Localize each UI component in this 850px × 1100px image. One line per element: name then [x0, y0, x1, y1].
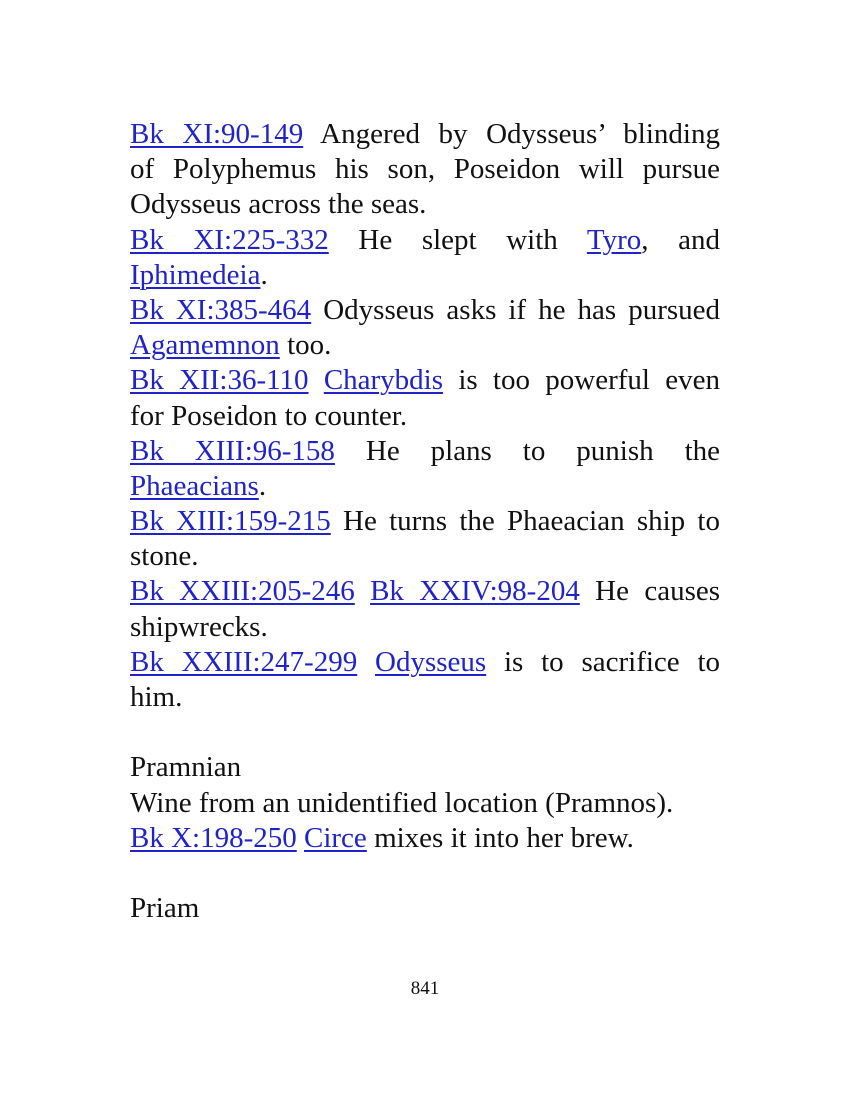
- reference-link[interactable]: Bk XI:385-464: [130, 293, 312, 326]
- entry-line: [130, 645, 720, 680]
- entry-line: [130, 821, 720, 856]
- index-heading: [130, 750, 720, 785]
- entry-text: stone.: [130, 540, 199, 573]
- heading-text: Priam: [130, 892, 200, 925]
- entry-text: .: [260, 258, 268, 291]
- reference-link[interactable]: Bk XXIII:247-299: [130, 645, 358, 678]
- entry-line: [130, 574, 720, 609]
- entry-line: [130, 223, 720, 258]
- iphimedeia-link[interactable]: Iphimedeia: [130, 258, 261, 291]
- spacer: [130, 715, 720, 750]
- entry-text: He plans to punish the: [365, 434, 721, 467]
- entry-line: [130, 786, 720, 821]
- index-content: [130, 117, 720, 926]
- index-heading: [130, 891, 720, 926]
- entry-text: too.: [287, 329, 332, 362]
- entry-text: He causes: [595, 575, 721, 608]
- entry-text: is to sacrifice to: [503, 645, 721, 678]
- entry-text: shipwrecks.: [130, 610, 268, 643]
- reference-link[interactable]: Bk XIII:159-215: [130, 505, 331, 538]
- entry-text: , and: [641, 223, 720, 256]
- entry-text: for Poseidon to counter.: [130, 399, 408, 432]
- entry-line: [130, 539, 720, 574]
- reference-link[interactable]: Bk XII:36-110: [130, 364, 309, 397]
- entry-text: Angered by Odysseus’ blinding: [320, 118, 720, 150]
- circe-link[interactable]: Circe: [304, 821, 367, 854]
- tyro-link[interactable]: Tyro: [586, 223, 642, 256]
- reference-link[interactable]: Bk XXIV:98-204: [370, 575, 580, 608]
- reference-link[interactable]: Bk XXIII:205-246: [130, 575, 355, 608]
- charybdis-link[interactable]: Charybdis: [323, 364, 444, 397]
- phaeacians-link[interactable]: Phaeacians: [130, 469, 259, 502]
- entry-text: him.: [130, 681, 183, 713]
- entry-text: mixes it into her brew.: [374, 821, 634, 854]
- entry-text: He slept with: [358, 223, 558, 256]
- entry-text: is too powerful even: [458, 364, 720, 397]
- entry-line: [130, 293, 720, 328]
- entry-text: .: [258, 469, 267, 502]
- entry-text: He turns the Phaeacian ship to: [343, 505, 720, 538]
- entry-line: [130, 117, 720, 152]
- spacer: [130, 856, 720, 891]
- reference-link[interactable]: Bk XIII:96-158: [130, 434, 335, 467]
- entry-line: [130, 363, 720, 398]
- reference-link[interactable]: Bk X:198-250: [130, 821, 297, 854]
- odysseus-link[interactable]: Odysseus: [375, 645, 487, 678]
- entry-text: of Polyphemus his son, Poseidon will pursue: [130, 153, 720, 186]
- entry-line: [130, 152, 720, 187]
- entry-line: [130, 187, 720, 222]
- reference-link[interactable]: Bk XI:225-332: [130, 223, 329, 256]
- entry-line: [130, 610, 720, 645]
- definition-text: Wine from an unidentified location (Pramnos).: [130, 786, 674, 819]
- entry-line: [130, 258, 720, 293]
- page-number: 841: [410, 978, 440, 999]
- heading-text: Pramnian: [130, 751, 242, 784]
- entry-line: [130, 434, 720, 469]
- agamemnon-link[interactable]: Agamemnon: [130, 329, 280, 362]
- entry-line: [130, 680, 720, 715]
- entry-line: [130, 469, 720, 504]
- entry-line: [130, 328, 720, 363]
- entry-line: [130, 399, 720, 434]
- entry-line: [130, 504, 720, 539]
- entry-text: Odysseus asks if he has pursued: [323, 293, 721, 326]
- reference-link[interactable]: Bk XI:90-149: [130, 118, 304, 150]
- entry-text: Odysseus across the seas.: [130, 188, 427, 221]
